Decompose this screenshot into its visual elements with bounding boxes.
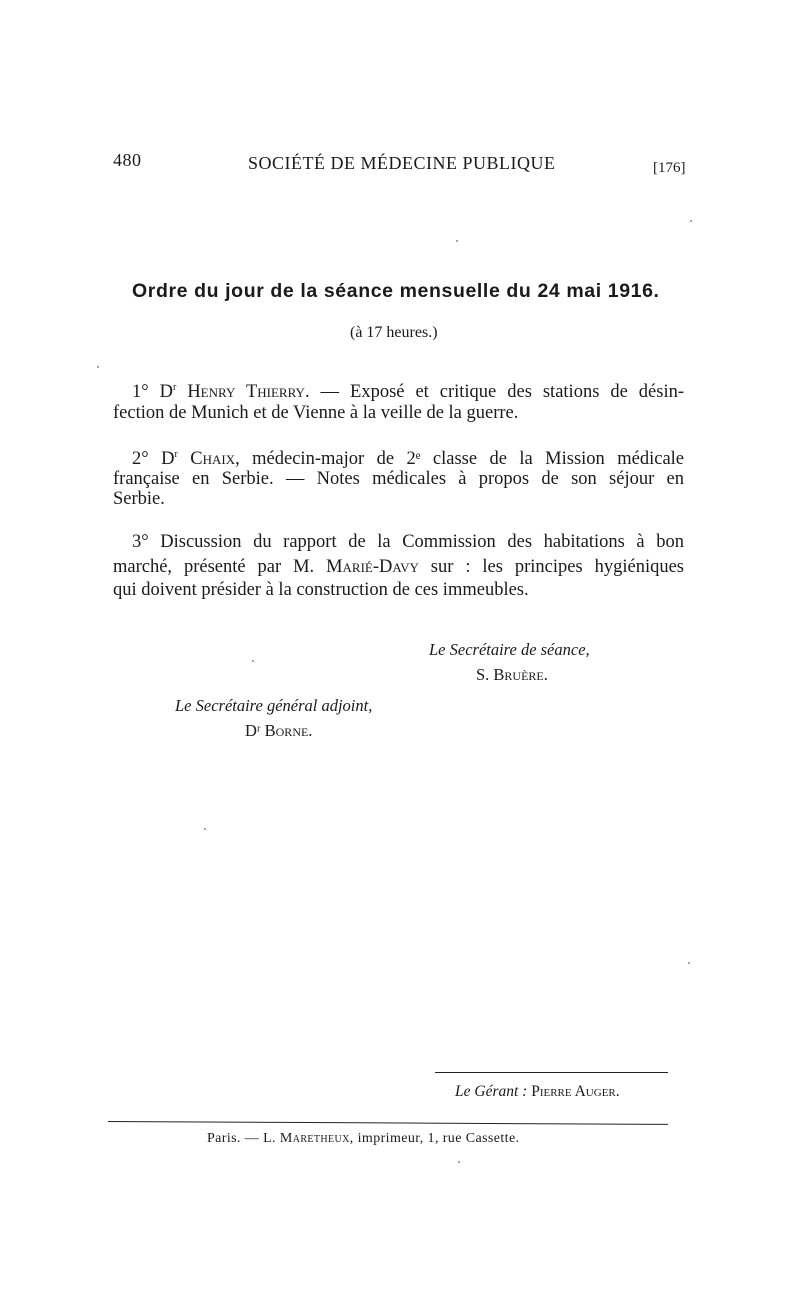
agenda-item-1-line-1 [132, 378, 684, 402]
agenda-item-3-line-2 [113, 557, 684, 577]
item-text: marché, présenté par M. [113, 557, 315, 577]
bracket-page-number: [176] [653, 160, 686, 176]
item-text: Discussion du rapport de la Commission des habitations à bon [160, 532, 684, 552]
item-text: — Exposé et critique des stations de désin- [309, 382, 684, 403]
scan-speck [252, 660, 254, 662]
printer-address: imprimeur, 1, rue Cassette. [357, 1131, 520, 1146]
gerant-rule [435, 1072, 668, 1073]
scan-speck [456, 240, 458, 242]
page-number: 480 [113, 150, 142, 170]
agenda-item-2-line-2: française en Serbie. — Notes médicales à propos de son séjour en [113, 469, 684, 489]
item-text: , médecin-major de 2ᵉ classe de la Mission médicale [235, 449, 685, 470]
scan-speck [690, 220, 692, 222]
agenda-item-3-line-3: qui doivent présider à la construction de ces immeubles. [113, 580, 529, 600]
title-prefix: Dʳ [245, 721, 261, 740]
speaker-name: Chaix [190, 449, 236, 470]
title-prefix: $D^r$ [159, 382, 177, 403]
agenda-item-2-line-1 [132, 445, 684, 469]
item-number: 1° [132, 382, 149, 403]
title-prefix: $D^r$ [161, 449, 178, 470]
scan-speck [458, 1161, 460, 1163]
agenda-time: (à 17 heures.) [350, 324, 438, 341]
item-text: sur : les principes hygiéniques [430, 557, 684, 577]
secretary-name: S. Bruère. [476, 665, 548, 684]
agenda-title: Ordre du jour de la séance mensuelle du 24 mai 1916. [132, 280, 660, 302]
scan-speck [204, 828, 206, 830]
printer-city: Paris. — [207, 1131, 260, 1146]
running-title: SOCIÉTÉ DE MÉDECINE PUBLIQUE [248, 153, 556, 173]
agenda-item-3-line-1 [132, 532, 684, 552]
printer-line [207, 1131, 519, 1147]
item-number: 3° [132, 532, 149, 552]
speaker-name: Henry Thierry. [187, 382, 310, 403]
general-secretary-name: Borne. [264, 721, 313, 740]
secretary-title: Le Secrétaire de séance, [429, 640, 590, 659]
scan-speck [688, 962, 690, 964]
footer-rule [108, 1121, 668, 1125]
item-number: 2° [132, 449, 149, 470]
gerant-name: Pierre Auger. [531, 1083, 620, 1100]
gerant-title: Le Gérant : [455, 1083, 528, 1100]
general-secretary-title: Le Secrétaire général adjoint, [175, 696, 373, 715]
general-secretary-signature [245, 721, 312, 741]
printer-name: L. Maretheux, [263, 1131, 354, 1146]
agenda-item-2-line-3: Serbie. [113, 489, 165, 509]
scan-speck [97, 366, 99, 368]
rapporteur-name: Marié-Davy [326, 557, 419, 577]
gerant-line [455, 1083, 620, 1101]
agenda-item-1-line-2: fection de Munich et de Vienne à la veille de la guerre. [113, 403, 519, 423]
